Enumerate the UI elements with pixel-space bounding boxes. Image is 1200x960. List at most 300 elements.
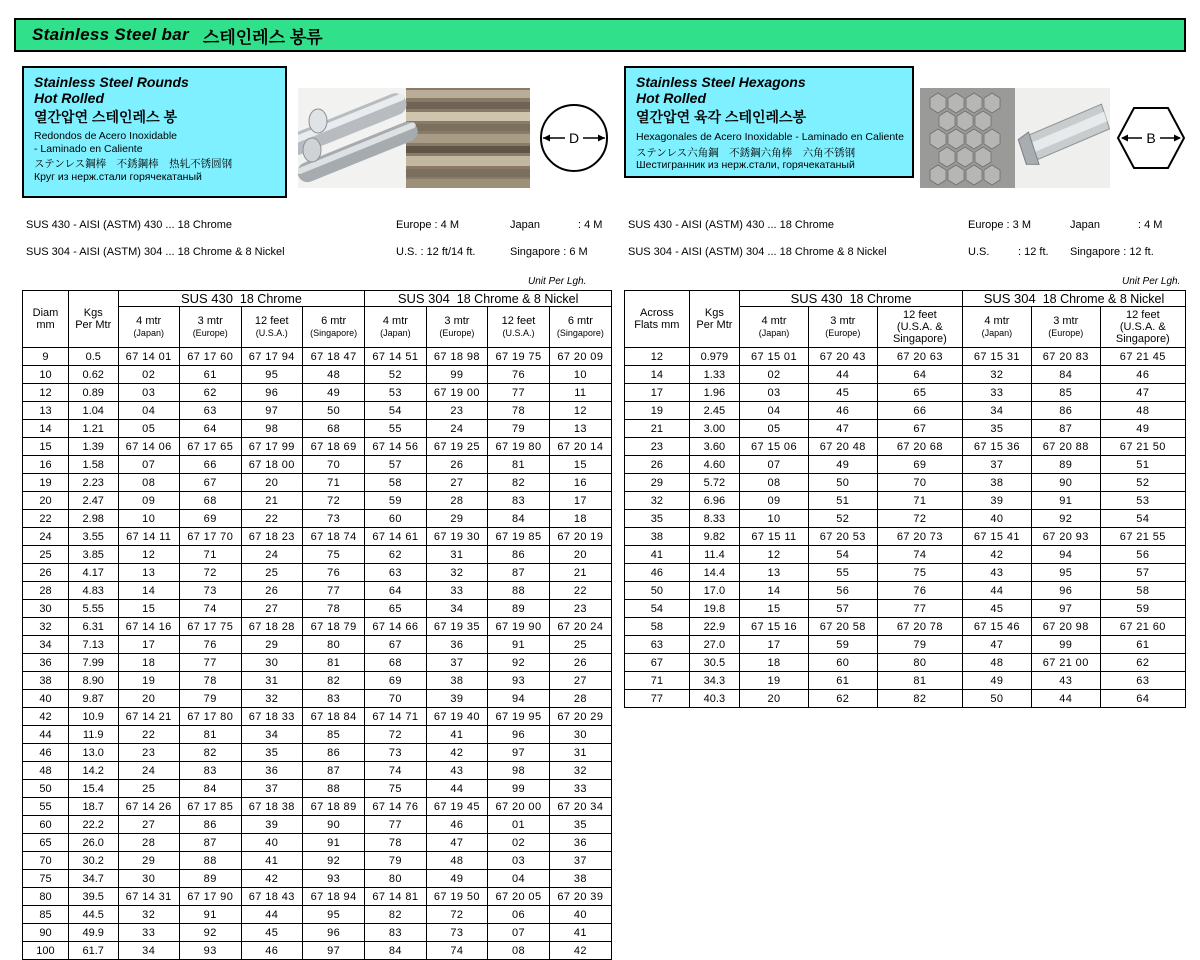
table-cell: 58 <box>625 618 690 636</box>
table-cell: 54 <box>365 402 426 420</box>
table-cell: 73 <box>302 510 364 528</box>
hex-length-europe: Europe : 3 M <box>968 219 1031 231</box>
table-row <box>625 402 1186 420</box>
table-cell: 77 <box>365 816 426 834</box>
column-header: 4 mtr (Japan) <box>740 307 809 348</box>
table-cell: 100 <box>23 942 69 960</box>
column-header: 4 mtr (Japan) <box>365 307 426 348</box>
table-cell: 67 15 41 <box>962 528 1031 546</box>
table-cell: 69 <box>179 510 241 528</box>
table-cell: 05 <box>118 420 179 438</box>
table-cell: 67 17 94 <box>241 348 302 366</box>
table-cell: 67 20 68 <box>877 438 962 456</box>
rounds-length-us: U.S. : 12 ft/14 ft. <box>396 246 476 258</box>
page-title-korean: 스테인레스 봉류 <box>202 27 323 47</box>
table-row <box>625 384 1186 402</box>
hex-title-cjk: ステンレス六角鋼 不銹鋼六角棒 六角不锈钢 <box>636 146 856 159</box>
table-cell: 67 14 01 <box>118 348 179 366</box>
table-cell: 67 20 53 <box>808 528 877 546</box>
table-row <box>23 510 612 528</box>
table-cell: 67 14 81 <box>365 888 426 906</box>
table-cell: 32 <box>962 366 1031 384</box>
table-cell: 67 18 79 <box>302 618 364 636</box>
table-cell: 66 <box>179 456 241 474</box>
grade-group-header: SUS 304 18 Chrome & 8 Nickel <box>962 291 1185 307</box>
table-cell: 80 <box>23 888 69 906</box>
table-cell: 82 <box>365 906 426 924</box>
table-cell: 03 <box>488 852 549 870</box>
table-row <box>625 546 1186 564</box>
table-cell: 50 <box>23 780 69 798</box>
table-cell: 29 <box>625 474 690 492</box>
table-row <box>23 942 612 960</box>
table-cell: 81 <box>302 654 364 672</box>
table-cell: 61 <box>1100 636 1185 654</box>
rounds-title-es2: - Laminado en Caliente <box>34 142 143 155</box>
table-cell: 83 <box>179 762 241 780</box>
table-cell: 10 <box>740 510 809 528</box>
table-cell: 67 19 40 <box>426 708 488 726</box>
table-cell: 26.0 <box>68 834 118 852</box>
table-cell: 72 <box>877 510 962 528</box>
table-cell: 33 <box>549 780 611 798</box>
table-row <box>625 438 1186 456</box>
table-cell: 49 <box>962 672 1031 690</box>
table-cell: 67 17 60 <box>179 348 241 366</box>
table-cell: 08 <box>740 474 809 492</box>
table-cell: 6.96 <box>689 492 739 510</box>
table-cell: 39 <box>241 816 302 834</box>
table-cell: 16 <box>23 456 69 474</box>
table-cell: 21 <box>625 420 690 438</box>
table-cell: 5.55 <box>68 600 118 618</box>
table-cell: 55 <box>23 798 69 816</box>
table-cell: 64 <box>365 582 426 600</box>
table-cell: 34 <box>426 600 488 618</box>
hexagon-bar-photo <box>920 88 1110 188</box>
table-cell: 67 20 24 <box>549 618 611 636</box>
table-cell: 90 <box>1031 474 1100 492</box>
table-cell: 58 <box>1100 582 1185 600</box>
table-row <box>23 600 612 618</box>
table-cell: 96 <box>488 726 549 744</box>
table-cell: 43 <box>426 762 488 780</box>
table-cell: 98 <box>241 420 302 438</box>
table-cell: 67 14 76 <box>365 798 426 816</box>
table-cell: 44.5 <box>68 906 118 924</box>
table-cell: 12 <box>549 402 611 420</box>
table-cell: 1.58 <box>68 456 118 474</box>
table-row <box>23 366 612 384</box>
table-cell: 95 <box>302 906 364 924</box>
table-cell: 12 <box>118 546 179 564</box>
table-cell: 34.3 <box>689 672 739 690</box>
table-cell: 39.5 <box>68 888 118 906</box>
table-cell: 67 20 05 <box>488 888 549 906</box>
table-cell: 24 <box>426 420 488 438</box>
table-row <box>625 690 1186 708</box>
table-cell: 99 <box>1031 636 1100 654</box>
table-cell: 17 <box>549 492 611 510</box>
table-cell: 19.8 <box>689 600 739 618</box>
table-cell: 30 <box>23 600 69 618</box>
table-cell: 15.4 <box>68 780 118 798</box>
table-cell: 49 <box>1100 420 1185 438</box>
table-cell: 57 <box>1100 564 1185 582</box>
table-cell: 30 <box>241 654 302 672</box>
table-cell: 11.9 <box>68 726 118 744</box>
table-cell: 17.0 <box>689 582 739 600</box>
table-cell: 52 <box>365 366 426 384</box>
table-cell: 34 <box>962 402 1031 420</box>
table-cell: 15 <box>740 600 809 618</box>
table-cell: 12 <box>740 546 809 564</box>
table-group-header-row <box>23 291 612 307</box>
table-cell: 75 <box>877 564 962 582</box>
table-cell: 93 <box>179 942 241 960</box>
table-cell: 40 <box>962 510 1031 528</box>
hex-length-japan-label: Japan <box>1070 219 1100 231</box>
table-cell: 3.00 <box>689 420 739 438</box>
table-cell: 20 <box>549 546 611 564</box>
table-cell: 47 <box>808 420 877 438</box>
table-cell: 93 <box>488 672 549 690</box>
column-header: 3 mtr (Europe) <box>808 307 877 348</box>
table-cell: 40 <box>549 906 611 924</box>
table-cell: 32 <box>426 564 488 582</box>
table-cell: 63 <box>365 564 426 582</box>
table-cell: 47 <box>1100 384 1185 402</box>
table-cell: 73 <box>426 924 488 942</box>
table-cell: 8.33 <box>689 510 739 528</box>
table-cell: 72 <box>365 726 426 744</box>
table-cell: 78 <box>179 672 241 690</box>
table-cell: 44 <box>426 780 488 798</box>
table-cell: 68 <box>365 654 426 672</box>
table-cell: 54 <box>1100 510 1185 528</box>
table-cell: 43 <box>962 564 1031 582</box>
table-cell: 38 <box>962 474 1031 492</box>
table-cell: 87 <box>1031 420 1100 438</box>
table-cell: 1.04 <box>68 402 118 420</box>
rounds-title-cjk: ステンレス鋼棒 不銹鋼棒 热轧不锈圆钢 <box>34 158 233 170</box>
table-cell: 96 <box>302 924 364 942</box>
table-cell: 67 19 95 <box>488 708 549 726</box>
grade-group-header: SUS 304 18 Chrome & 8 Nickel <box>365 291 612 307</box>
table-cell: 67 17 70 <box>179 528 241 546</box>
table-cell: 49 <box>426 870 488 888</box>
table-cell: 80 <box>365 870 426 888</box>
table-cell: 17 <box>740 636 809 654</box>
table-cell: 21 <box>241 492 302 510</box>
table-cell: 31 <box>426 546 488 564</box>
hex-length-us-label: U.S. <box>968 246 990 258</box>
table-cell: 11.4 <box>689 546 739 564</box>
table-cell: 57 <box>808 600 877 618</box>
rounds-length-singapore: Singapore : 6 M <box>510 246 588 258</box>
table-cell: 52 <box>808 510 877 528</box>
table-cell: 35 <box>625 510 690 528</box>
table-cell: 03 <box>118 384 179 402</box>
table-cell: 37 <box>549 852 611 870</box>
table-cell: 82 <box>488 474 549 492</box>
table-cell: 52 <box>1100 474 1185 492</box>
table-cell: 62 <box>365 546 426 564</box>
table-row <box>23 420 612 438</box>
hex-length-japan-value: : 4 M <box>1138 219 1163 231</box>
table-cell: 67 18 00 <box>241 456 302 474</box>
table-cell: 26 <box>549 654 611 672</box>
table-cell: 62 <box>1100 654 1185 672</box>
table-cell: 43 <box>1031 672 1100 690</box>
table-cell: 99 <box>426 366 488 384</box>
table-cell: 25 <box>118 780 179 798</box>
table-cell: 30 <box>549 726 611 744</box>
table-cell: 34.7 <box>68 870 118 888</box>
table-cell: 61 <box>179 366 241 384</box>
table-cell: 98 <box>488 762 549 780</box>
table-cell: 3.60 <box>689 438 739 456</box>
table-cell: 61 <box>808 672 877 690</box>
table-cell: 07 <box>118 456 179 474</box>
table-cell: 63 <box>625 636 690 654</box>
table-cell: 67 15 31 <box>962 348 1031 366</box>
svg-text:B: B <box>1146 130 1156 146</box>
table-cell: 67 17 65 <box>179 438 241 456</box>
table-cell: 62 <box>808 690 877 708</box>
table-cell: 86 <box>1031 402 1100 420</box>
table-cell: 67 18 28 <box>241 618 302 636</box>
table-cell: 32 <box>23 618 69 636</box>
weight-column-header: Kgs Per Mtr <box>689 291 739 348</box>
table-cell: 85 <box>23 906 69 924</box>
table-cell: 46 <box>23 744 69 762</box>
column-header: 3 mtr (Europe) <box>1031 307 1100 348</box>
column-header: 6 mtr (Singapore) <box>549 307 611 348</box>
table-cell: 67 20 14 <box>549 438 611 456</box>
table-row <box>23 618 612 636</box>
table-cell: 36 <box>23 654 69 672</box>
table-cell: 28 <box>23 582 69 600</box>
table-cell: 91 <box>488 636 549 654</box>
rounds-title-process: Hot Rolled <box>34 90 104 106</box>
table-cell: 67 20 58 <box>808 618 877 636</box>
table-cell: 56 <box>1100 546 1185 564</box>
table-row <box>23 870 612 888</box>
table-cell: 89 <box>488 600 549 618</box>
table-cell: 05 <box>740 420 809 438</box>
table-row <box>625 582 1186 600</box>
hexagons-header-box <box>624 66 914 178</box>
table-cell: 48 <box>962 654 1031 672</box>
table-cell: 79 <box>179 690 241 708</box>
table-cell: 88 <box>488 582 549 600</box>
table-cell: 67 18 74 <box>302 528 364 546</box>
table-cell: 42 <box>241 870 302 888</box>
table-cell: 68 <box>302 420 364 438</box>
table-cell: 37 <box>241 780 302 798</box>
table-cell: 38 <box>625 528 690 546</box>
table-cell: 17 <box>625 384 690 402</box>
table-row <box>23 456 612 474</box>
table-cell: 91 <box>302 834 364 852</box>
table-cell: 09 <box>740 492 809 510</box>
table-cell: 67 18 47 <box>302 348 364 366</box>
table-cell: 92 <box>302 852 364 870</box>
page-title-bar <box>14 18 1186 52</box>
table-cell: 67 15 46 <box>962 618 1031 636</box>
table-cell: 71 <box>877 492 962 510</box>
table-cell: 18.7 <box>68 798 118 816</box>
table-cell: 77 <box>877 600 962 618</box>
table-cell: 9 <box>23 348 69 366</box>
table-cell: 19 <box>118 672 179 690</box>
table-cell: 13 <box>118 564 179 582</box>
table-cell: 78 <box>302 600 364 618</box>
table-cell: 15 <box>549 456 611 474</box>
table-cell: 15 <box>118 600 179 618</box>
table-cell: 96 <box>1031 582 1100 600</box>
table-cell: 20 <box>241 474 302 492</box>
hex-title-en: Stainless Steel Hexagons <box>636 74 806 90</box>
table-cell: 80 <box>877 654 962 672</box>
table-cell: 27.0 <box>689 636 739 654</box>
table-cell: 31 <box>549 744 611 762</box>
table-cell: 64 <box>877 366 962 384</box>
table-cell: 67 19 50 <box>426 888 488 906</box>
table-cell: 67 15 16 <box>740 618 809 636</box>
column-header: 3 mtr (Europe) <box>179 307 241 348</box>
table-cell: 23 <box>549 600 611 618</box>
hex-spec-304: SUS 304 - AISI (ASTM) 304 ... 18 Chrome & 8 Nickel <box>628 246 887 258</box>
table-row <box>23 726 612 744</box>
table-cell: 74 <box>365 762 426 780</box>
rounds-unit-per: Unit Per Lgh. <box>528 276 587 287</box>
table-cell: 02 <box>488 834 549 852</box>
table-cell: 21 <box>549 564 611 582</box>
table-cell: 29 <box>426 510 488 528</box>
table-cell: 67 15 06 <box>740 438 809 456</box>
table-cell: 13 <box>549 420 611 438</box>
table-cell: 51 <box>808 492 877 510</box>
column-header: 4 mtr (Japan) <box>962 307 1031 348</box>
table-cell: 32 <box>625 492 690 510</box>
table-cell: 1.39 <box>68 438 118 456</box>
table-cell: 67 14 71 <box>365 708 426 726</box>
table-row <box>625 366 1186 384</box>
rounds-title-es1: Redondos de Acero Inoxidable <box>34 130 178 142</box>
column-header: 12 feet (U.S.A.) <box>241 307 302 348</box>
table-cell: 34 <box>241 726 302 744</box>
table-cell: 67 17 80 <box>179 708 241 726</box>
table-cell: 46 <box>625 564 690 582</box>
table-cell: 67 19 75 <box>488 348 549 366</box>
table-cell: 67 20 43 <box>808 348 877 366</box>
table-cell: 67 20 29 <box>549 708 611 726</box>
table-row <box>625 456 1186 474</box>
grade-group-header: SUS 430 18 Chrome <box>118 291 365 307</box>
table-cell: 58 <box>365 474 426 492</box>
table-cell: 88 <box>302 780 364 798</box>
table-cell: 29 <box>118 852 179 870</box>
table-cell: 45 <box>808 384 877 402</box>
table-cell: 55 <box>808 564 877 582</box>
table-cell: 46 <box>808 402 877 420</box>
table-cell: 40 <box>241 834 302 852</box>
table-cell: 19 <box>625 402 690 420</box>
table-cell: 67 14 56 <box>365 438 426 456</box>
table-cell: 73 <box>365 744 426 762</box>
table-cell: 4.17 <box>68 564 118 582</box>
table-cell: 67 18 89 <box>302 798 364 816</box>
hex-title-ko: 열간압연 육각 스테인레스봉 <box>636 109 807 125</box>
table-cell: 07 <box>488 924 549 942</box>
table-cell: 35 <box>241 744 302 762</box>
table-cell: 67 14 31 <box>118 888 179 906</box>
table-cell: 67 15 36 <box>962 438 1031 456</box>
table-cell: 40 <box>23 690 69 708</box>
table-row <box>23 564 612 582</box>
table-cell: 22 <box>549 582 611 600</box>
rounds-spec-304: SUS 304 - AISI (ASTM) 304 ... 18 Chrome & 8 Nickel <box>26 246 285 258</box>
table-cell: 31 <box>241 672 302 690</box>
column-header: 12 feet (U.S.A.) <box>488 307 549 348</box>
table-cell: 37 <box>962 456 1031 474</box>
table-cell: 44 <box>1031 690 1100 708</box>
svg-text:D: D <box>568 130 580 146</box>
table-cell: 26 <box>241 582 302 600</box>
table-cell: 49.9 <box>68 924 118 942</box>
table-row <box>23 546 612 564</box>
table-cell: 04 <box>740 402 809 420</box>
first-column-header: Diam mm <box>23 291 69 348</box>
table-cell: 80 <box>302 636 364 654</box>
table-cell: 89 <box>179 870 241 888</box>
table-cell: 97 <box>1031 600 1100 618</box>
table-cell: 67 19 45 <box>426 798 488 816</box>
hex-title-process: Hot Rolled <box>636 90 706 106</box>
table-row <box>625 564 1186 582</box>
table-cell: 67 19 25 <box>426 438 488 456</box>
table-cell: 77 <box>488 384 549 402</box>
table-cell: 22 <box>241 510 302 528</box>
table-cell: 04 <box>488 870 549 888</box>
table-cell: 26 <box>426 456 488 474</box>
table-cell: 3.85 <box>68 546 118 564</box>
hex-length-singapore: Singapore : 12 ft. <box>1070 246 1154 258</box>
rounds-table <box>22 290 612 960</box>
table-cell: 24 <box>241 546 302 564</box>
table-cell: 69 <box>877 456 962 474</box>
table-cell: 26 <box>625 456 690 474</box>
table-row <box>625 510 1186 528</box>
table-cell: 47 <box>962 636 1031 654</box>
table-cell: 53 <box>1100 492 1185 510</box>
table-cell: 40.3 <box>689 690 739 708</box>
table-cell: 48 <box>23 762 69 780</box>
table-cell: 22.9 <box>689 618 739 636</box>
table-cell: 41 <box>549 924 611 942</box>
table-cell: 69 <box>365 672 426 690</box>
table-cell: 67 18 84 <box>302 708 364 726</box>
table-cell: 48 <box>1100 402 1185 420</box>
table-cell: 82 <box>179 744 241 762</box>
table-cell: 8.90 <box>68 672 118 690</box>
table-row <box>23 888 612 906</box>
table-cell: 08 <box>488 942 549 960</box>
table-cell: 36 <box>549 834 611 852</box>
table-cell: 89 <box>1031 456 1100 474</box>
